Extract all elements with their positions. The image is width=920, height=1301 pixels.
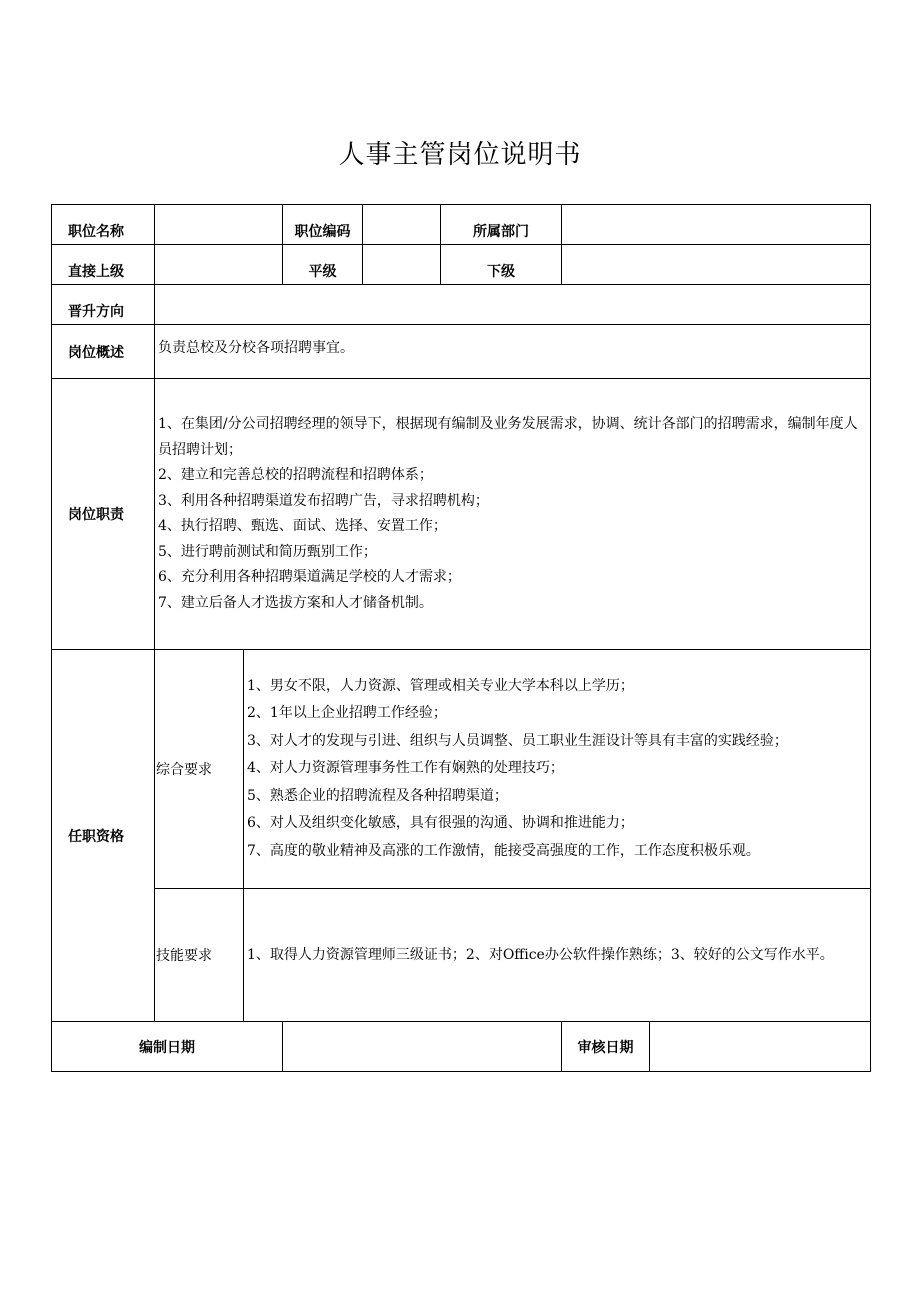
review-date-label: 审核日期 [562,1022,650,1072]
list-item: 2、1年以上企业招聘工作经验； [247,705,447,722]
list-item: 5、进行聘前测试和简历甄别工作； [158,543,377,560]
subordinate-value[interactable] [562,245,871,285]
review-date-value[interactable] [650,1022,871,1072]
list-item: 7、建立后备人才选拔方案和人才储备机制。 [158,594,433,611]
general-requirements-label: 综合要求 [155,650,244,889]
position-code-value[interactable] [363,205,441,245]
row-summary [52,325,871,379]
qualifications-label: 任职资格 [52,650,155,1022]
superior-label: 直接上级 [52,245,155,285]
list-item: 2、建立和完善总校的招聘流程和招聘体系； [158,467,433,483]
list-item: 3、利用各种招聘渠道发布招聘广告，寻求招聘机构； [158,492,489,509]
document-title: 人事主管岗位说明书 [338,140,582,170]
superior-value[interactable] [155,245,283,285]
list-item: 4、对人力资源管理事务性工作有娴熟的处理技巧； [247,760,564,777]
duties-list [155,379,871,650]
row-qualifications-skills [52,889,871,1022]
peer-label: 平级 [283,245,363,285]
position-name-value[interactable] [155,205,283,245]
department-value[interactable] [562,205,871,245]
row-promotion [52,285,871,325]
skill-requirements-label: 技能要求 [155,889,244,1022]
row-duties [52,379,871,650]
general-requirements-list [244,650,871,889]
promotion-label: 晋升方向 [52,285,155,325]
compile-date-value[interactable] [283,1022,562,1072]
list-item: 5、熟悉企业的招聘流程及各种招聘渠道； [247,787,508,804]
position-code-label: 职位编码 [283,205,363,245]
position-name-label: 职位名称 [52,205,155,245]
summary-text: 负责总校及分校各项招聘事宜。 [155,325,871,379]
duties-label: 岗位职责 [52,379,155,650]
list-item: 7、高度的敬业精神及高涨的工作激情，能接受高强度的工作，工作态度积极乐观。 [247,842,760,859]
skill-requirements-text: 1、取得人力资源管理师三级证书；2、对Office办公软件操作熟练；3、较好的公文写作水平。 [244,889,871,1022]
department-label: 所属部门 [441,205,562,245]
peer-value[interactable] [363,245,441,285]
list-item: 6、对人及组织变化敏感，具有很强的沟通、协调和推进能力； [247,815,634,832]
list-item: 1、在集团/分公司招聘经理的领导下，根据现有编制及业务发展需求，协调、统计各部门的招聘需求，编制年度人员招聘计划； [158,416,858,458]
row-reporting [52,245,871,285]
row-footer-dates [52,1022,871,1072]
list-item: 4、执行招聘、甄选、面试、选择、安置工作； [158,518,447,534]
compile-date-label: 编制日期 [52,1022,283,1072]
list-item: 6、充分利用各种招聘渠道满足学校的人才需求； [158,569,461,585]
promotion-value[interactable] [155,285,871,325]
job-description-table [51,204,871,1072]
summary-label: 岗位概述 [52,325,155,379]
list-item: 3、对人才的发现与引进、组织与人员调整、员工职业生涯设计等具有丰富的实践经验； [247,732,788,749]
row-position-info [52,205,871,245]
subordinate-label: 下级 [441,245,562,285]
list-item: 1、男女不限，人力资源、管理或相关专业大学本科以上学历； [247,677,634,694]
row-qualifications-general [52,650,871,889]
